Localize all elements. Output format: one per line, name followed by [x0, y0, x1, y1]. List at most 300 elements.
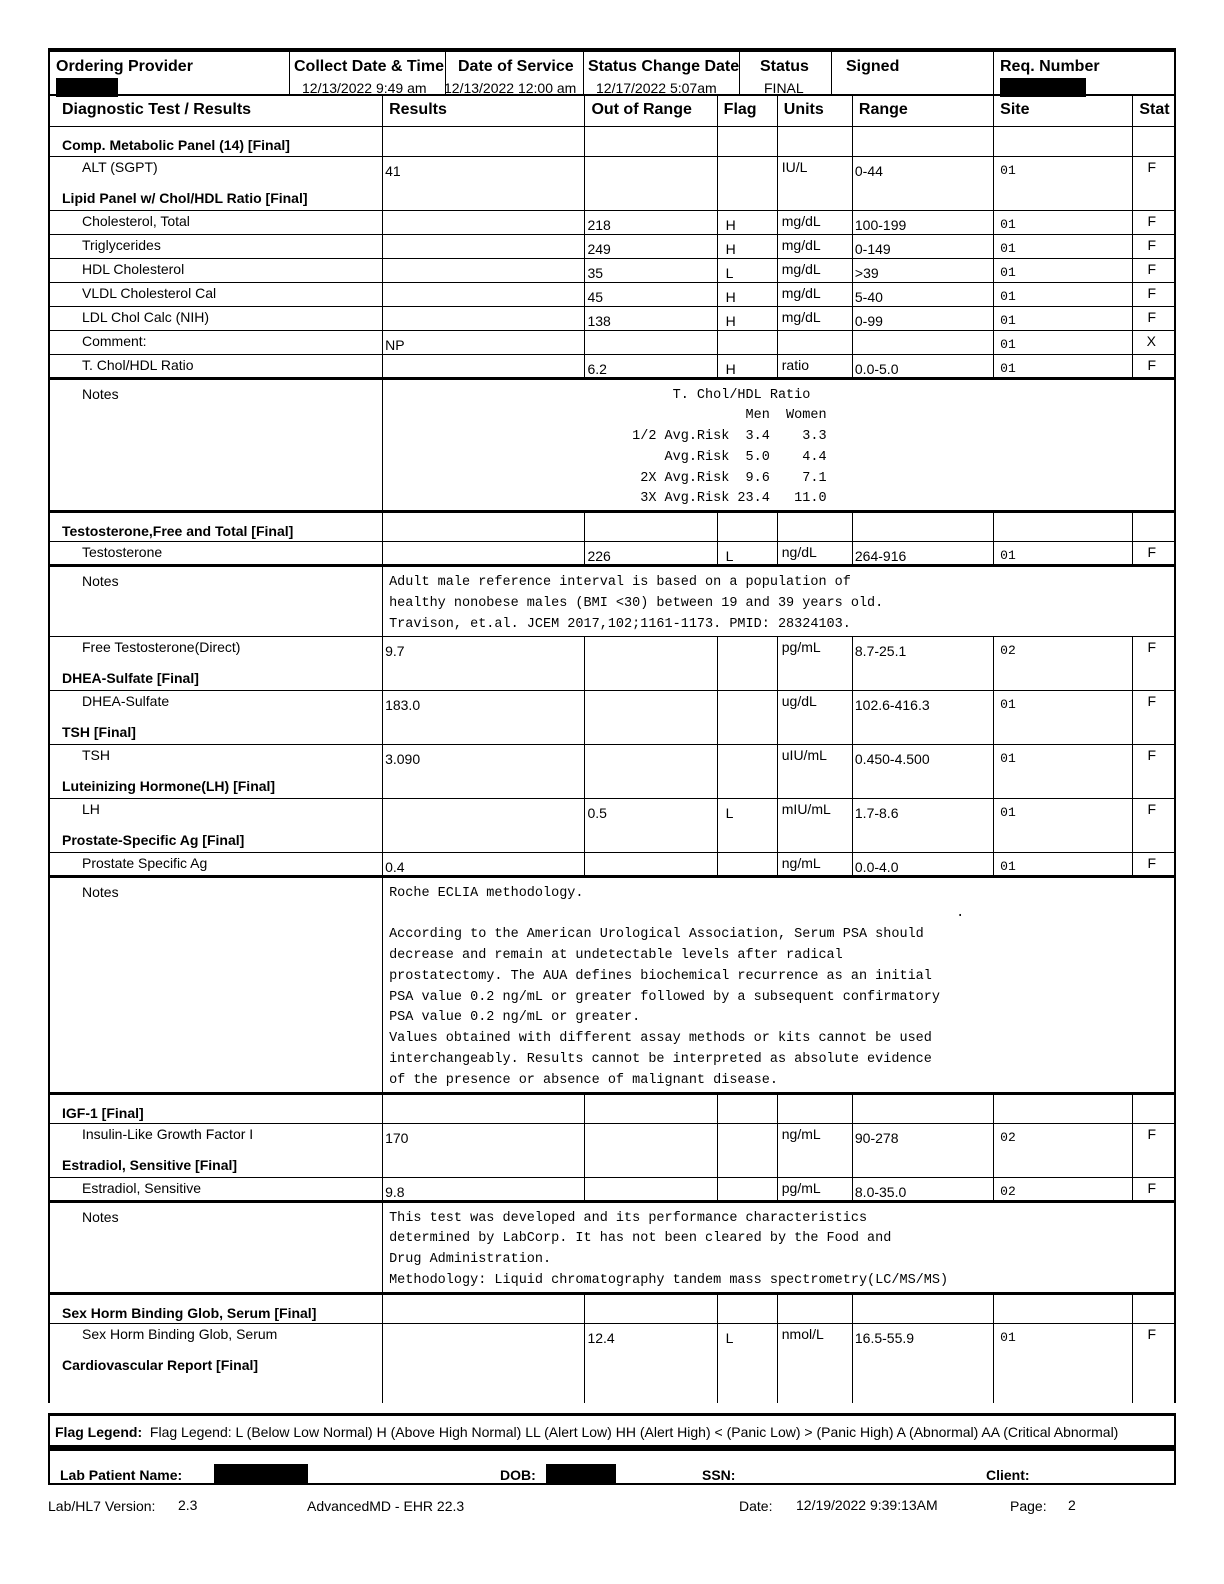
- empty-cell: [383, 512, 585, 542]
- result-value: 170: [383, 1123, 585, 1147]
- result-value: [383, 210, 585, 234]
- flag-value: L: [717, 542, 777, 566]
- ordering-provider-cell: [50, 52, 290, 96]
- range-value: 0.0-4.0: [852, 852, 993, 876]
- test-result-row: [49, 798, 1175, 822]
- test-group-name: Prostate-Specific Ag [Final]: [62, 832, 245, 849]
- test-name: Sex Horm Binding Glob, Serum: [49, 1323, 383, 1347]
- site-value: 01: [994, 1323, 1133, 1347]
- status-cell: [740, 52, 832, 96]
- test-result-row: [49, 282, 1175, 306]
- notes-text: T. Chol/HDL Ratio Men Women 1/2 Avg.Risk 3.4 3.3 Avg.Risk 5.0 4.4 2X Avg.Risk 9.6 7.1 3X Avg.Risk 23.4 11.0: [383, 378, 1175, 512]
- flag-legend: [48, 1413, 1176, 1447]
- notes-text: Roche ECLIA methodology. . According to the American Urological Association, Serum PSA should decrease and remain at undetectable levels after radical prostatectomy. The AUA defines biochemical recurrence as an initial PSA value 0.2 ng/mL or greater followed by a subsequent confirmatory PSA value 0.2 ng/mL or greater. Values obtained with different assay methods or kits cannot be used interchangeably. Results cannot be interpreted as absolute evidence of the presence or absence of malignant disease.: [383, 876, 1175, 1093]
- units-value: ng/mL: [777, 1123, 852, 1147]
- out-of-range-value: [585, 1177, 717, 1201]
- out-of-range-value: 138: [585, 306, 717, 330]
- test-result-row: [49, 1323, 1175, 1347]
- date-label: Date:: [739, 1498, 773, 1514]
- empty-cell: [383, 768, 585, 798]
- result-value: NP: [383, 330, 585, 354]
- out-of-range-value: [585, 852, 717, 876]
- units-value: [777, 330, 852, 354]
- units-value: mg/dL: [777, 306, 852, 330]
- empty-cell: [852, 1093, 993, 1123]
- units-value: nmol/L: [777, 1323, 852, 1347]
- notes-row: [49, 1201, 1175, 1293]
- test-name: Triglycerides: [49, 234, 383, 258]
- test-group-row: [49, 1347, 1175, 1403]
- test-result-row: [49, 1177, 1175, 1201]
- date-value: 12/19/2022 9:39:13AM: [796, 1497, 938, 1513]
- stat-value: F: [1133, 1177, 1175, 1201]
- out-of-range-value: 12.4: [585, 1323, 717, 1347]
- empty-cell: [1133, 1347, 1175, 1403]
- col-flag: Flag: [717, 96, 777, 126]
- empty-cell: [852, 512, 993, 542]
- stat-value: F: [1133, 1323, 1175, 1347]
- empty-cell: [717, 768, 777, 798]
- test-group-name: Testosterone,Free and Total [Final]: [49, 512, 383, 542]
- empty-cell: [383, 660, 585, 690]
- empty-cell: [383, 126, 585, 156]
- stat-value: X: [1133, 330, 1175, 354]
- range-value: 0.0-5.0: [852, 354, 993, 378]
- empty-cell: [717, 1347, 777, 1403]
- col-range: Range: [852, 96, 993, 126]
- report-header: [48, 48, 1176, 96]
- test-result-row: [49, 330, 1175, 354]
- date-of-service-label: Date of Service: [458, 58, 574, 75]
- signed-label: Signed: [846, 58, 900, 75]
- stat-value: F: [1133, 258, 1175, 282]
- empty-cell: [717, 1293, 777, 1323]
- out-of-range-value: 218: [585, 210, 717, 234]
- empty-cell: [717, 660, 777, 690]
- range-value: 90-278: [852, 1123, 993, 1147]
- notes-text: Adult male reference interval is based on a population of healthy nonobese males (BMI <30) between 19 and 39 years old. Travison, et.al. JCEM 2017,102;1161-1173. PMID: 28324103.: [383, 566, 1175, 636]
- empty-cell: [585, 126, 717, 156]
- collect-date-label: Collect Date & Time: [294, 58, 444, 75]
- test-result-row: [49, 636, 1175, 660]
- test-result-row: [49, 852, 1175, 876]
- range-value: 8.7-25.1: [852, 636, 993, 660]
- column-header-row: [49, 96, 1175, 126]
- test-group-name: Sex Horm Binding Glob, Serum [Final]: [49, 1293, 383, 1323]
- range-value: 264-916: [852, 542, 993, 566]
- stat-value: F: [1133, 744, 1175, 768]
- empty-cell: [383, 180, 585, 210]
- empty-cell: [585, 180, 717, 210]
- site-value: 01: [994, 330, 1133, 354]
- empty-cell: [777, 180, 852, 210]
- test-name: HDL Cholesterol: [49, 258, 383, 282]
- test-name: Comment:: [49, 330, 383, 354]
- range-value: 8.0-35.0: [852, 1177, 993, 1201]
- flag-legend-text: Flag Legend: L (Below Low Normal) H (Above High Normal) LL (Alert Low) HH (Alert High) < (Panic Low) > (Panic High) A (Abnormal) AA (Critical Abnormal): [149, 1424, 1119, 1440]
- empty-cell: [777, 822, 852, 852]
- empty-cell: [717, 1147, 777, 1177]
- stat-value: F: [1133, 542, 1175, 566]
- test-name: TSH: [49, 744, 383, 768]
- flag-value: L: [717, 1323, 777, 1347]
- out-of-range-value: [585, 636, 717, 660]
- test-result-row: [49, 744, 1175, 768]
- stat-value: F: [1133, 282, 1175, 306]
- stat-value: F: [1133, 210, 1175, 234]
- hl7-version-value: 2.3: [178, 1497, 198, 1513]
- redacted-provider: [56, 78, 118, 97]
- result-value: [383, 234, 585, 258]
- empty-cell: [585, 1093, 717, 1123]
- flag-value: [717, 156, 777, 180]
- site-value: 01: [994, 852, 1133, 876]
- app-name: AdvancedMD - EHR 22.3: [307, 1498, 465, 1514]
- signed-cell: [832, 52, 994, 96]
- stat-value: F: [1133, 354, 1175, 378]
- ssn-label: SSN:: [702, 1467, 736, 1483]
- test-name: Free Testosterone(Direct): [49, 636, 383, 660]
- out-of-range-value: 45: [585, 282, 717, 306]
- result-value: [383, 306, 585, 330]
- result-value: [383, 798, 585, 822]
- empty-cell: [717, 126, 777, 156]
- flag-value: [717, 1123, 777, 1147]
- test-group-name: Comp. Metabolic Panel (14) [Final]: [62, 136, 290, 153]
- empty-cell: [777, 1147, 852, 1177]
- site-value: 02: [994, 1177, 1133, 1201]
- units-value: ug/dL: [777, 690, 852, 714]
- site-value: 01: [994, 354, 1133, 378]
- range-value: 0-99: [852, 306, 993, 330]
- client-label: Client:: [986, 1467, 1030, 1483]
- units-value: mIU/mL: [777, 798, 852, 822]
- result-value: [383, 282, 585, 306]
- units-value: uIU/mL: [777, 744, 852, 768]
- empty-cell: [1133, 822, 1175, 852]
- empty-cell: [852, 1147, 993, 1177]
- status-change-label: Status Change Date: [588, 58, 740, 75]
- test-group-name: IGF-1 [Final]: [49, 1093, 383, 1123]
- site-value: 01: [994, 210, 1133, 234]
- units-value: IU/L: [777, 156, 852, 180]
- result-value: [383, 542, 585, 566]
- site-value: 01: [994, 156, 1133, 180]
- ordering-provider-label: Ordering Provider: [56, 58, 193, 75]
- flag-value: L: [717, 258, 777, 282]
- site-value: 01: [994, 690, 1133, 714]
- empty-cell: [383, 1147, 585, 1177]
- out-of-range-value: [585, 744, 717, 768]
- date-of-service-cell: [446, 52, 584, 96]
- range-value: >39: [852, 258, 993, 282]
- result-value: 9.7: [383, 636, 585, 660]
- test-name: Prostate Specific Ag: [49, 852, 383, 876]
- out-of-range-value: 6.2: [585, 354, 717, 378]
- range-value: 100-199: [852, 210, 993, 234]
- empty-cell: [1133, 126, 1175, 156]
- stat-value: F: [1133, 234, 1175, 258]
- units-value: mg/dL: [777, 282, 852, 306]
- site-value: 01: [994, 234, 1133, 258]
- status-change-cell: [584, 52, 740, 96]
- out-of-range-value: [585, 1123, 717, 1147]
- empty-cell: [585, 1147, 717, 1177]
- site-value: 01: [994, 258, 1133, 282]
- units-value: ng/dL: [777, 542, 852, 566]
- empty-cell: [852, 180, 993, 210]
- flag-value: [717, 636, 777, 660]
- hl7-version-label: Lab/HL7 Version:: [48, 1498, 156, 1514]
- empty-cell: [852, 822, 993, 852]
- dob-label: DOB:: [500, 1467, 536, 1483]
- flag-value: H: [717, 234, 777, 258]
- col-test: Diagnostic Test / Results: [49, 96, 383, 126]
- test-name: LH: [49, 798, 383, 822]
- result-value: [383, 1323, 585, 1347]
- col-results: Results: [383, 96, 585, 126]
- notes-label: Notes: [49, 566, 383, 636]
- empty-cell: [994, 1093, 1133, 1123]
- out-of-range-value: [585, 156, 717, 180]
- site-value: 02: [994, 1123, 1133, 1147]
- test-result-row: [49, 306, 1175, 330]
- notes-row: [49, 378, 1175, 512]
- empty-cell: [994, 180, 1133, 210]
- empty-cell: [383, 1293, 585, 1323]
- col-site: Site: [994, 96, 1133, 126]
- site-value: 01: [994, 306, 1133, 330]
- range-value: 1.7-8.6: [852, 798, 993, 822]
- empty-cell: [994, 768, 1133, 798]
- site-value: 01: [994, 542, 1133, 566]
- empty-cell: [383, 822, 585, 852]
- test-group-row: [49, 1093, 1175, 1123]
- status-value: FINAL: [764, 80, 804, 96]
- test-result-row: [49, 210, 1175, 234]
- empty-cell: [717, 822, 777, 852]
- out-of-range-value: 0.5: [585, 798, 717, 822]
- empty-cell: [585, 822, 717, 852]
- out-of-range-value: [585, 330, 717, 354]
- empty-cell: [717, 714, 777, 744]
- empty-cell: [585, 768, 717, 798]
- redacted-patient-name: [214, 1464, 308, 1485]
- test-group-row: [49, 180, 1175, 210]
- empty-cell: [585, 714, 717, 744]
- empty-cell: [777, 714, 852, 744]
- test-group-row: [49, 822, 1175, 852]
- empty-cell: [994, 126, 1133, 156]
- units-value: pg/mL: [777, 1177, 852, 1201]
- flag-value: [717, 744, 777, 768]
- flag-value: [717, 330, 777, 354]
- empty-cell: [994, 1347, 1133, 1403]
- test-group-row: [49, 1147, 1175, 1177]
- notes-label: Notes: [49, 378, 383, 512]
- out-of-range-value: 249: [585, 234, 717, 258]
- result-value: 41: [383, 156, 585, 180]
- range-value: 102.6-416.3: [852, 690, 993, 714]
- flag-value: L: [717, 798, 777, 822]
- units-value: mg/dL: [777, 258, 852, 282]
- flag-value: [717, 852, 777, 876]
- notes-row: [49, 876, 1175, 1093]
- empty-cell: [1133, 180, 1175, 210]
- flag-legend-label: Flag Legend:: [55, 1424, 143, 1440]
- empty-cell: [994, 1293, 1133, 1323]
- col-stat: Stat: [1133, 96, 1175, 126]
- test-result-row: [49, 258, 1175, 282]
- test-group-row: [49, 714, 1175, 744]
- test-group-name: Cardiovascular Report [Final]: [62, 1357, 259, 1374]
- patient-row: [48, 1447, 1176, 1485]
- redacted-req-number: [1000, 78, 1086, 97]
- empty-cell: [994, 714, 1133, 744]
- empty-cell: [994, 1147, 1133, 1177]
- page-label: Page:: [1010, 1498, 1047, 1514]
- test-name: Insulin-Like Growth Factor I: [49, 1123, 383, 1147]
- stat-value: F: [1133, 306, 1175, 330]
- units-value: pg/mL: [777, 636, 852, 660]
- range-value: 16.5-55.9: [852, 1323, 993, 1347]
- flag-value: [717, 690, 777, 714]
- range-value: 0-149: [852, 234, 993, 258]
- flag-value: H: [717, 282, 777, 306]
- empty-cell: [777, 1347, 852, 1403]
- test-result-row: [49, 1123, 1175, 1147]
- units-value: mg/dL: [777, 234, 852, 258]
- empty-cell: [994, 822, 1133, 852]
- status-change-value: 12/17/2022 5:07am: [596, 80, 717, 96]
- empty-cell: [852, 714, 993, 744]
- col-units: Units: [777, 96, 852, 126]
- req-number-cell: [994, 52, 1174, 96]
- notes-text: This test was developed and its performance characteristics determined by LabCorp. It has not been cleared by the Food and Drug Administration. Methodology: Liquid chromatography tandem mass spectrometry(LC/MS/MS): [383, 1201, 1175, 1293]
- notes-row: [49, 566, 1175, 636]
- test-group-row: [49, 768, 1175, 798]
- test-group-name: Estradiol, Sensitive [Final]: [62, 1157, 238, 1174]
- empty-cell: [717, 512, 777, 542]
- test-result-row: [49, 690, 1175, 714]
- test-name: T. Chol/HDL Ratio: [49, 354, 383, 378]
- test-group-name: DHEA-Sulfate [Final]: [62, 670, 199, 687]
- result-value: [383, 258, 585, 282]
- empty-cell: [717, 180, 777, 210]
- collect-date-cell: [290, 52, 446, 96]
- flag-value: [717, 1177, 777, 1201]
- empty-cell: [852, 126, 993, 156]
- test-result-row: [49, 234, 1175, 258]
- test-name: Cholesterol, Total: [49, 210, 383, 234]
- flag-value: H: [717, 354, 777, 378]
- empty-cell: [777, 1093, 852, 1123]
- test-group-row: [49, 1293, 1175, 1323]
- empty-cell: [1133, 1147, 1175, 1177]
- empty-cell: [777, 1293, 852, 1323]
- site-value: 02: [994, 636, 1133, 660]
- site-value: 01: [994, 282, 1133, 306]
- empty-cell: [383, 1347, 585, 1403]
- empty-cell: [777, 768, 852, 798]
- units-value: mg/dL: [777, 210, 852, 234]
- result-value: 3.090: [383, 744, 585, 768]
- range-value: [852, 330, 993, 354]
- empty-cell: [777, 126, 852, 156]
- empty-cell: [585, 660, 717, 690]
- empty-cell: [777, 512, 852, 542]
- result-value: 183.0: [383, 690, 585, 714]
- empty-cell: [1133, 512, 1175, 542]
- test-result-row: [49, 354, 1175, 378]
- empty-cell: [994, 512, 1133, 542]
- stat-value: F: [1133, 636, 1175, 660]
- empty-cell: [1133, 1093, 1175, 1123]
- test-group-row: [49, 512, 1175, 542]
- empty-cell: [852, 768, 993, 798]
- stat-value: F: [1133, 156, 1175, 180]
- site-value: 01: [994, 744, 1133, 768]
- empty-cell: [1133, 714, 1175, 744]
- range-value: 0-44: [852, 156, 993, 180]
- result-value: [383, 354, 585, 378]
- col-out-of-range: Out of Range: [585, 96, 717, 126]
- site-value: 01: [994, 798, 1133, 822]
- units-value: ratio: [777, 354, 852, 378]
- result-value: 9.8: [383, 1177, 585, 1201]
- req-number-label: Req. Number: [1000, 58, 1100, 75]
- flag-value: H: [717, 306, 777, 330]
- empty-cell: [852, 1293, 993, 1323]
- range-value: 5-40: [852, 282, 993, 306]
- test-name: Estradiol, Sensitive: [49, 1177, 383, 1201]
- empty-cell: [1133, 768, 1175, 798]
- test-group-row: [49, 126, 1175, 156]
- status-label: Status: [760, 58, 809, 75]
- test-name: LDL Chol Calc (NIH): [49, 306, 383, 330]
- units-value: ng/mL: [777, 852, 852, 876]
- empty-cell: [1133, 660, 1175, 690]
- empty-cell: [383, 714, 585, 744]
- test-name: VLDL Cholesterol Cal: [49, 282, 383, 306]
- stat-value: F: [1133, 690, 1175, 714]
- result-value: 0.4: [383, 852, 585, 876]
- empty-cell: [585, 1293, 717, 1323]
- test-result-row: [49, 542, 1175, 566]
- test-name: Testosterone: [49, 542, 383, 566]
- out-of-range-value: 226: [585, 542, 717, 566]
- empty-cell: [717, 1093, 777, 1123]
- empty-cell: [585, 512, 717, 542]
- empty-cell: [383, 1093, 585, 1123]
- empty-cell: [852, 1347, 993, 1403]
- notes-label: Notes: [49, 1201, 383, 1293]
- stat-value: F: [1133, 852, 1175, 876]
- test-result-row: [49, 156, 1175, 180]
- empty-cell: [1133, 1293, 1175, 1323]
- results-table: [48, 96, 1176, 1403]
- notes-label: Notes: [49, 876, 383, 1093]
- stat-value: F: [1133, 798, 1175, 822]
- test-name: ALT (SGPT): [49, 156, 383, 180]
- date-of-service-value: 12/13/2022 12:00 am: [444, 80, 577, 96]
- collect-date-value: 12/13/2022 9:49 am: [302, 80, 427, 96]
- test-group-name: TSH [Final]: [62, 724, 136, 741]
- empty-cell: [994, 660, 1133, 690]
- out-of-range-value: 35: [585, 258, 717, 282]
- patient-name-label: Lab Patient Name:: [60, 1467, 183, 1483]
- stat-value: F: [1133, 1123, 1175, 1147]
